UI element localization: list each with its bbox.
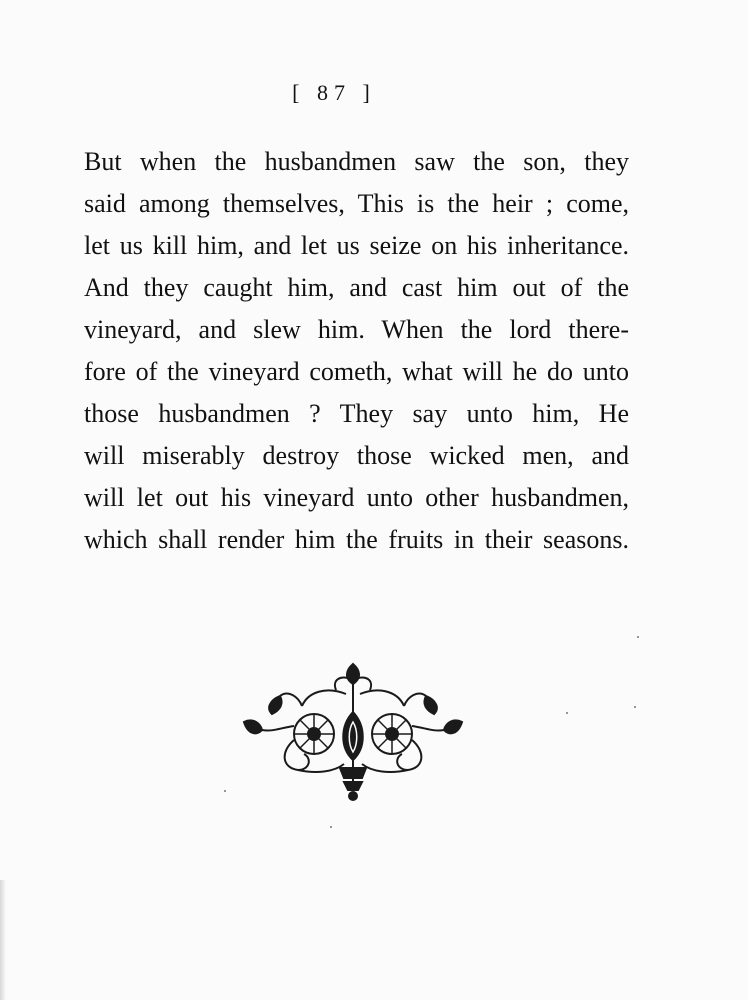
text-line: fore of the vineyard cometh, what will he do unto (84, 357, 629, 386)
text-line: which shall render him the fruits in their seasons. (84, 525, 629, 554)
text-line: vineyard, and slew him. When the lord there- (84, 315, 629, 344)
paper-speck (330, 826, 332, 828)
page-number: [ 87 ] (292, 80, 376, 105)
paper-speck (637, 636, 639, 638)
floral-vignette-icon (236, 656, 470, 806)
text-line: will miserably destroy those wicked men, and (84, 441, 629, 470)
paper-speck (224, 790, 226, 792)
text-line: let us kill him, and let us seize on his inheritance. (84, 231, 629, 260)
text-line: said among themselves, This is the heir ; come, (84, 189, 629, 218)
text-line: will let out his vineyard unto other husbandmen, (84, 483, 629, 512)
text-line: those husbandmen ? They say unto him, He (84, 399, 629, 428)
paper-speck (566, 712, 568, 714)
scripture-passage (84, 141, 629, 561)
text-line: And they caught him, and cast him out of the (84, 273, 629, 302)
paper-speck (634, 706, 636, 708)
text-line: But when the husbandmen saw the son, they (84, 147, 629, 176)
page-edge-shadow (0, 880, 6, 1000)
